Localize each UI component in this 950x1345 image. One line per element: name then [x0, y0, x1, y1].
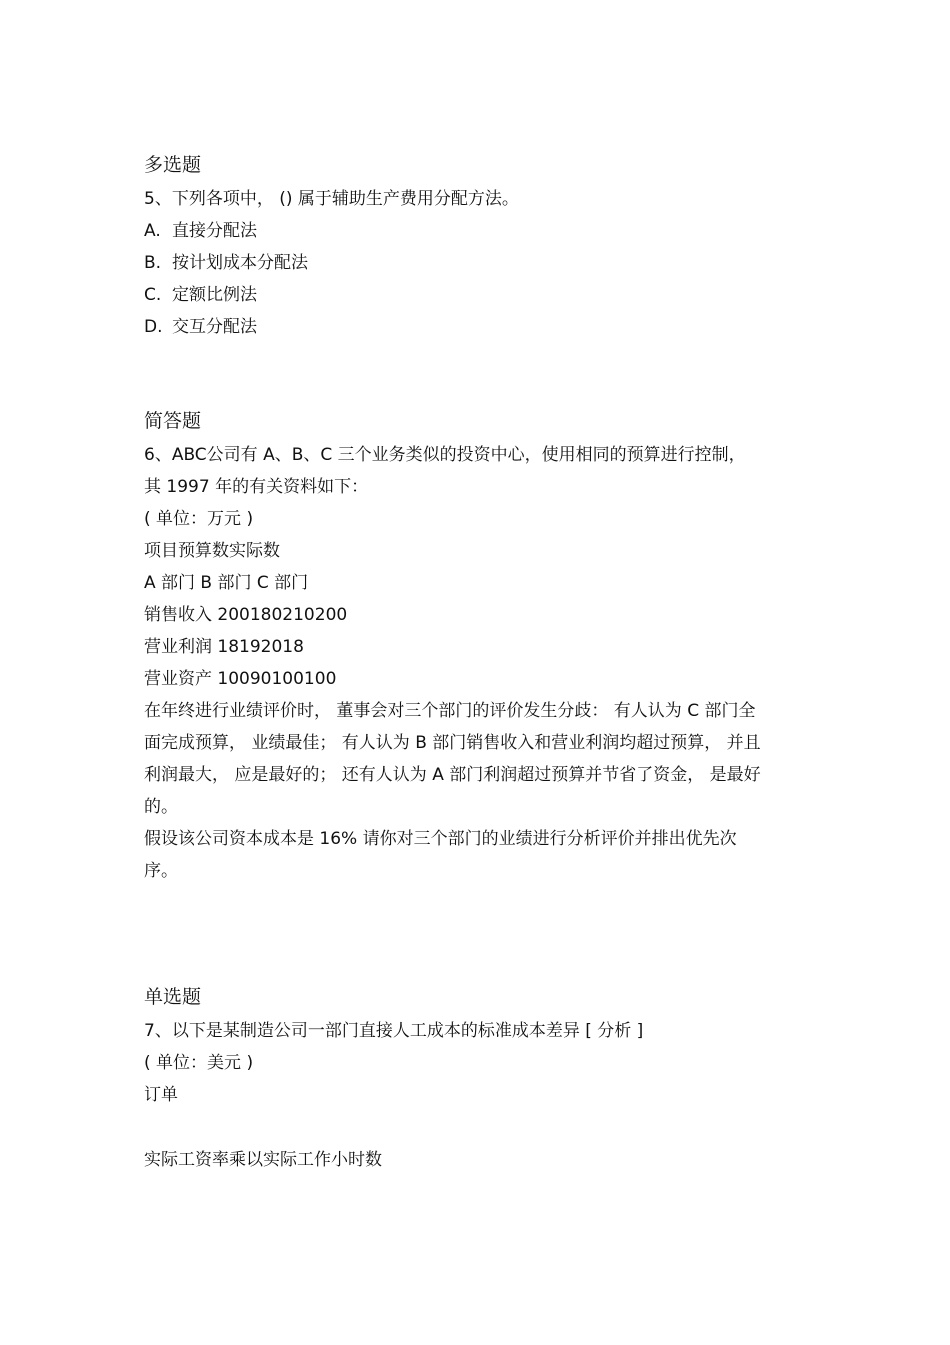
option-d-letter: D.	[144, 317, 163, 337]
question-6-line: 利润最大， 应是最好的； 还有人认为 A 部门利润超过预算并节省了资金， 是最好	[144, 765, 761, 785]
option-c[interactable]	[144, 284, 257, 306]
option-c-letter: C.	[144, 285, 162, 305]
question-6-line: 营业利润 18192018	[144, 637, 304, 657]
question-6-line: ( 单位：万元 )	[144, 509, 254, 529]
option-b[interactable]	[144, 252, 308, 274]
question-6-line: 6、ABC公司有 A、B、C 三个业务类似的投资中心，使用相同的预算进行控制，	[144, 445, 746, 465]
section-heading-short-answer: 简答题	[144, 410, 202, 432]
question-6-line: 在年终进行业绩评价时， 董事会对三个部门的评价发生分歧： 有人认为 C 部门全	[144, 701, 756, 721]
question-6-line: 假设该公司资本成本是 16% 请你对三个部门的业绩进行分析评价并排出优先次	[144, 829, 737, 849]
option-a-letter: A.	[144, 221, 161, 241]
question-6-line: 的。	[144, 797, 178, 817]
question-6-line: A 部门 B 部门 C 部门	[144, 573, 309, 593]
option-b-text: 按计划成本分配法	[172, 253, 308, 273]
question-6-line: 其 1997 年的有关资料如下：	[144, 477, 369, 497]
option-a[interactable]	[144, 220, 257, 242]
option-d[interactable]	[144, 316, 257, 338]
question-7-line: 7、以下是某制造公司一部门直接人工成本的标准成本差异 [ 分析 ]	[144, 1021, 644, 1041]
question-7-line: 订单	[144, 1085, 178, 1105]
section-heading-single-choice: 单选题	[144, 986, 202, 1008]
question-7-line: ( 单位：美元 )	[144, 1053, 254, 1073]
question-6-line: 销售收入 200180210200	[144, 605, 348, 625]
question-6-line: 序。	[144, 861, 178, 881]
option-d-text: 交互分配法	[172, 317, 257, 337]
question-6-line: 项目预算数实际数	[144, 541, 280, 561]
option-c-text: 定额比例法	[172, 285, 257, 305]
option-b-letter: B.	[144, 253, 162, 273]
question-5-text: 5、下列各项中， () 属于辅助生产费用分配方法。	[144, 189, 519, 209]
question-7-line: 实际工资率乘以实际工作小时数	[144, 1150, 382, 1170]
section-heading-multiple-choice: 多选题	[144, 154, 202, 176]
option-a-text: 直接分配法	[172, 221, 257, 241]
question-6-line: 营业资产 10090100100	[144, 669, 337, 689]
question-6-line: 面完成预算， 业绩最佳； 有人认为 B 部门销售收入和营业利润均超过预算， 并且	[144, 733, 761, 753]
